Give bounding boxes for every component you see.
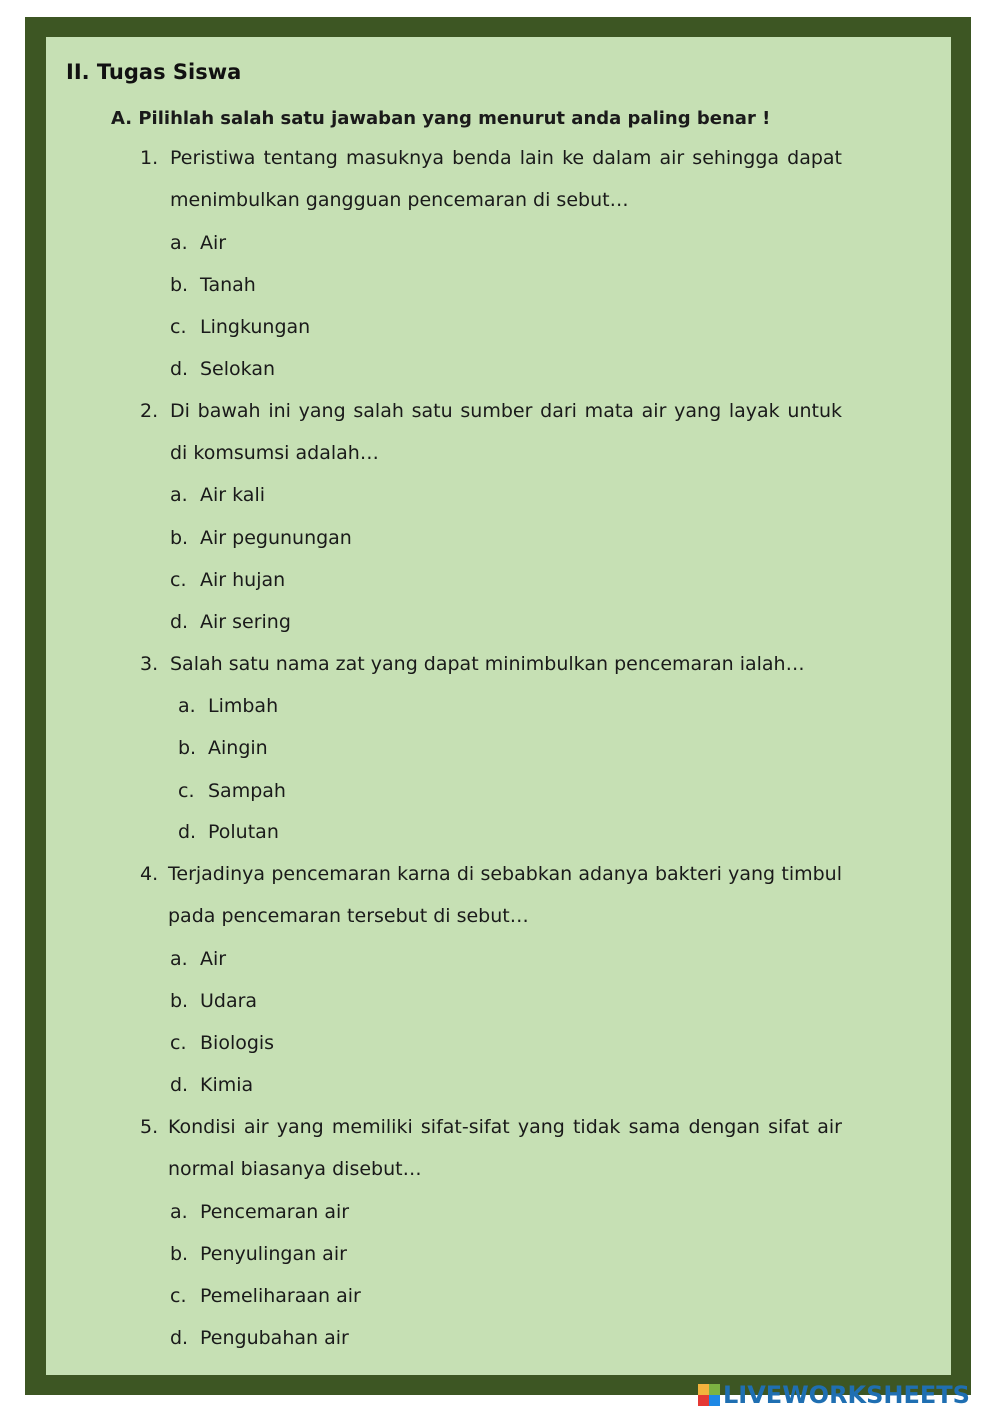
option-text: Sampah	[208, 780, 286, 802]
option-letter: a.	[170, 484, 188, 506]
answer-option[interactable]	[170, 568, 285, 592]
question-number: 1.	[140, 147, 159, 169]
question-text: Peristiwa tentang masuknya benda lain ke dalam air sehingga dapat menimbulkan gangguan pencemaran di sebut…	[170, 147, 842, 211]
answer-option[interactable]	[170, 1073, 253, 1097]
option-text: Air pegunungan	[200, 527, 352, 549]
option-text: Pengubahan air	[200, 1327, 349, 1349]
option-letter: a.	[178, 695, 196, 717]
option-letter: b.	[170, 990, 189, 1012]
instruction-text: A. Pilihlah salah satu jawaban yang menurut anda paling benar !	[111, 108, 771, 129]
option-text: Udara	[200, 990, 258, 1012]
option-letter: d.	[170, 1074, 189, 1096]
option-letter: a.	[170, 1201, 188, 1223]
option-text: Aingin	[208, 737, 268, 759]
question-number: 2.	[140, 400, 159, 422]
option-text: Kimia	[200, 1074, 254, 1096]
question-number: 3.	[140, 653, 159, 675]
option-letter: d.	[178, 821, 197, 843]
option-text: Air sering	[200, 611, 291, 633]
answer-option[interactable]	[170, 1200, 349, 1224]
option-letter: b.	[178, 737, 197, 759]
answer-option[interactable]	[170, 526, 352, 550]
option-letter: c.	[170, 1032, 187, 1054]
answer-option[interactable]	[178, 779, 286, 803]
option-text: Limbah	[208, 695, 279, 717]
liveworksheets-watermark	[698, 1380, 994, 1410]
option-letter: d.	[170, 358, 189, 380]
option-letter: b.	[170, 274, 189, 296]
option-text: Tanah	[200, 274, 256, 296]
answer-option[interactable]	[178, 736, 268, 760]
question-text: Terjadinya pencemaran karna di sebabkan adanya bakteri yang timbul pada pencemaran tersebut di sebut…	[168, 863, 842, 927]
answer-option[interactable]	[170, 1284, 361, 1308]
liveworksheets-logo-icon	[698, 1384, 720, 1406]
answer-option[interactable]	[170, 610, 291, 634]
answer-option[interactable]	[178, 694, 278, 718]
question-text: Salah satu nama zat yang dapat minimbulkan pencemaran ialah…	[170, 653, 805, 675]
answer-option[interactable]	[170, 1242, 347, 1266]
option-letter: c.	[178, 780, 195, 802]
option-text: Pencemaran air	[200, 1201, 350, 1223]
option-text: Pemeliharaan air	[200, 1285, 361, 1307]
option-letter: c.	[170, 1285, 187, 1307]
option-text: Selokan	[200, 358, 276, 380]
answer-option[interactable]	[170, 1031, 274, 1055]
answer-option[interactable]	[170, 357, 275, 381]
question-number: 5.	[140, 1116, 159, 1138]
option-text: Air	[200, 232, 227, 254]
option-text: Lingkungan	[200, 316, 311, 338]
answer-option[interactable]	[178, 820, 279, 844]
answer-option[interactable]	[170, 989, 257, 1013]
option-text: Polutan	[208, 821, 279, 843]
section-heading: II. Tugas Siswa	[66, 60, 242, 84]
option-text: Penyulingan air	[200, 1243, 347, 1265]
option-letter: d.	[170, 611, 189, 633]
option-text: Air hujan	[200, 569, 286, 591]
question-text: Di bawah ini yang salah satu sumber dari mata air yang layak untuk di komsumsi adalah…	[170, 400, 842, 464]
option-letter: c.	[170, 569, 187, 591]
answer-option[interactable]	[170, 315, 310, 339]
option-letter: c.	[170, 316, 187, 338]
option-text: Biologis	[200, 1032, 275, 1054]
watermark-text: LIVEWORKSHEETS	[723, 1381, 970, 1409]
answer-option[interactable]	[170, 1326, 349, 1350]
option-letter: a.	[170, 232, 188, 254]
question-number: 4.	[140, 863, 159, 885]
answer-option[interactable]	[170, 231, 226, 255]
option-letter: b.	[170, 1243, 189, 1265]
option-letter: d.	[170, 1327, 189, 1349]
answer-option[interactable]	[170, 947, 226, 971]
answer-option[interactable]	[170, 273, 256, 297]
option-text: Air	[200, 948, 227, 970]
question-text: Kondisi air yang memiliki sifat-sifat yang tidak sama dengan sifat air normal biasanya disebut…	[168, 1116, 842, 1180]
option-letter: b.	[170, 527, 189, 549]
option-text: Air kali	[200, 484, 265, 506]
option-letter: a.	[170, 948, 188, 970]
answer-option[interactable]	[170, 483, 265, 507]
